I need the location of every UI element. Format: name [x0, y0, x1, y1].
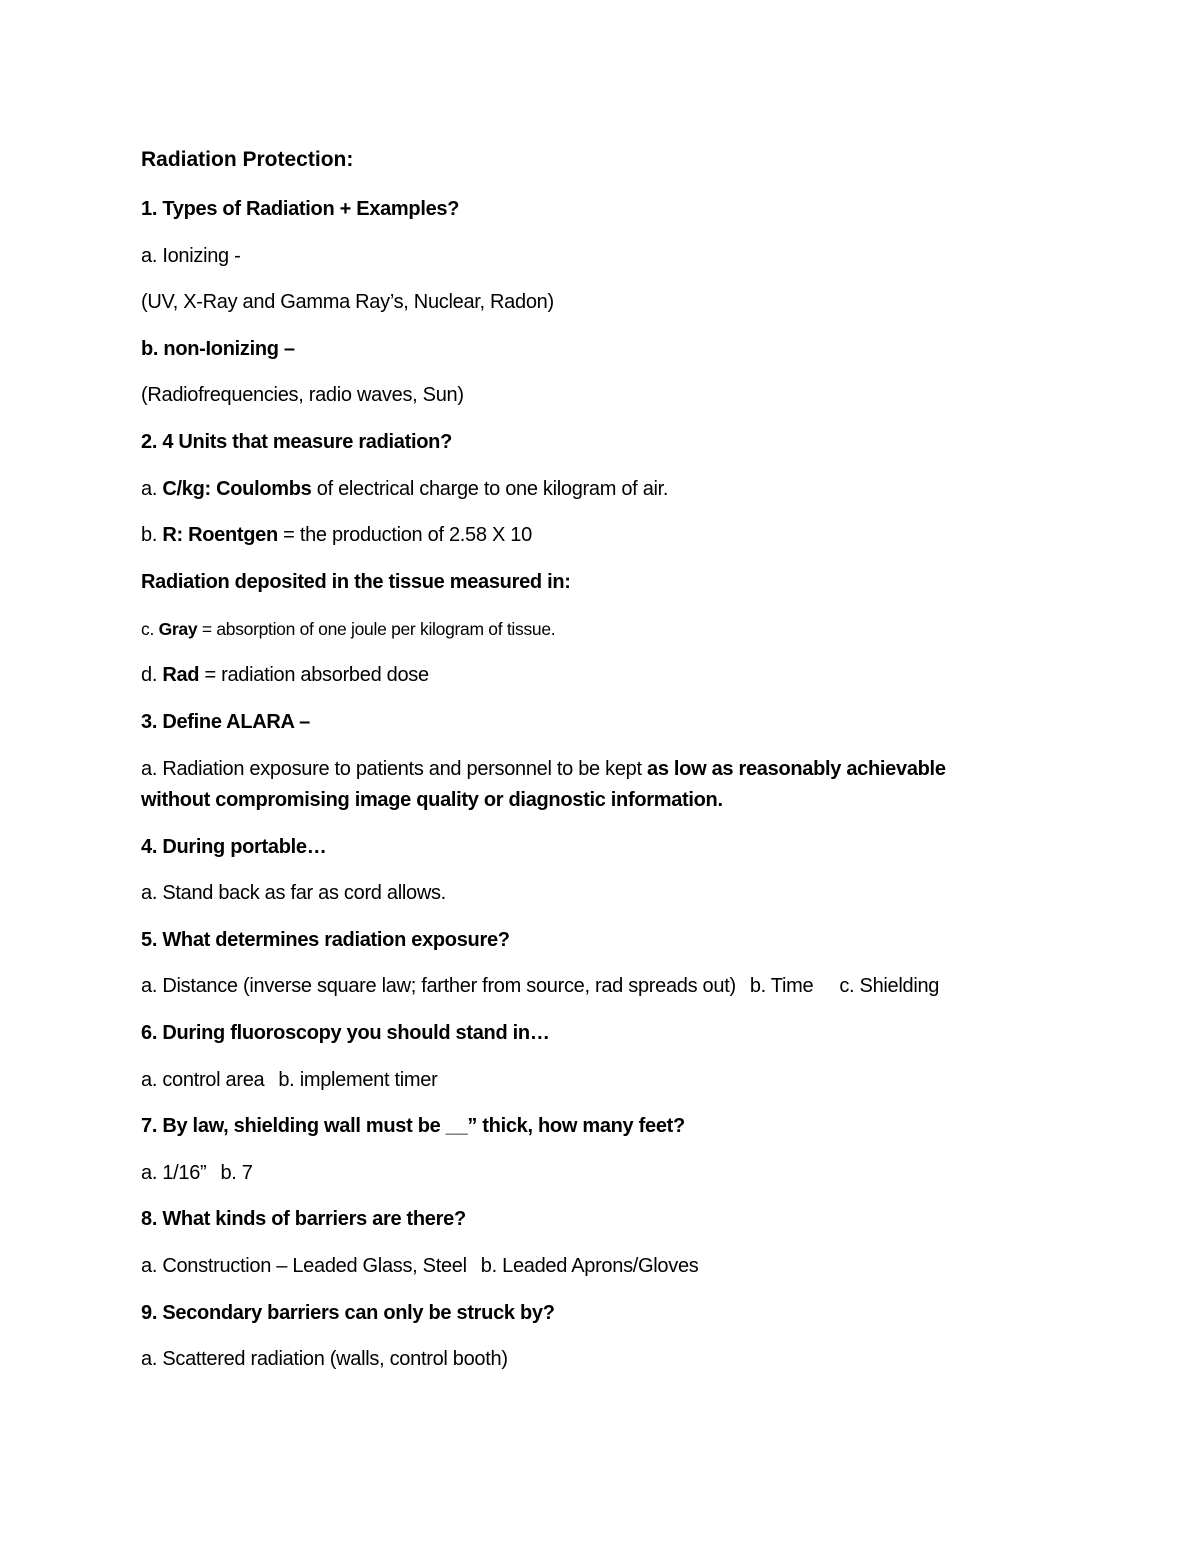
answer-2c-definition: = absorption of one joule per kilogram of tissue.	[197, 619, 556, 639]
answer-2b-prefix: b.	[141, 524, 163, 546]
question-3: 3. Define ALARA –	[141, 711, 311, 733]
question-7: 7. By law, shielding wall must be __” thick, how many feet?	[141, 1115, 685, 1137]
answer-2a-term: C/kg: Coulombs	[162, 478, 312, 500]
question-5: 5. What determines radiation exposure?	[141, 929, 510, 951]
answer-2a-prefix: a.	[141, 478, 163, 500]
page-title: Radiation Protection:	[141, 148, 354, 171]
answer-2b-term: R: Roentgen	[162, 524, 278, 546]
answer-6b: b. implement timer	[278, 1069, 438, 1091]
answer-9a: a. Scattered radiation (walls, control booth)	[141, 1348, 508, 1370]
answer-2d-definition: = radiation absorbed dose	[199, 664, 429, 686]
answer-2d	[141, 662, 429, 688]
question-6: 6. During fluoroscopy you should stand in…	[141, 1022, 550, 1044]
question-9: 9. Secondary barriers can only be struck by?	[141, 1302, 555, 1324]
answer-2a-definition: of electrical charge to one kilogram of air.	[311, 478, 669, 500]
answer-3a-line2: without compromising image quality or diagnostic information.	[141, 789, 723, 811]
answer-7a: a. 1/16”	[141, 1162, 207, 1184]
answer-8a: a. Construction – Leaded Glass, Steel	[141, 1255, 467, 1277]
answer-5a: a. Distance (inverse square law; farther from source, rad spreads out)	[141, 975, 736, 997]
answer-2c-prefix: c.	[141, 619, 159, 639]
question-8: 8. What kinds of barriers are there?	[141, 1208, 466, 1230]
question-1: 1. Types of Radiation + Examples?	[141, 198, 460, 220]
answer-3a-bold: as low as reasonably achievable	[647, 758, 946, 780]
answer-8	[141, 1253, 698, 1279]
answer-2a	[141, 476, 668, 502]
answer-1b-label: b. non-Ionizing –	[141, 338, 295, 360]
answer-1a-label: a. Ionizing -	[141, 245, 241, 267]
answer-3a-plain: a. Radiation exposure to patients and personnel to be kept	[141, 758, 647, 780]
answer-2b	[141, 522, 532, 548]
subheading-tissue: Radiation deposited in the tissue measured in:	[141, 571, 571, 593]
question-2: 2. 4 Units that measure radiation?	[141, 431, 452, 453]
answer-2c-term: Gray	[158, 619, 198, 639]
answer-8b: b. Leaded Aprons/Gloves	[480, 1255, 699, 1277]
answer-2c	[141, 616, 555, 642]
answer-6a: a. control area	[141, 1069, 265, 1091]
answer-7	[141, 1160, 253, 1186]
answer-1b-examples: (Radiofrequencies, radio waves, Sun)	[141, 384, 464, 406]
question-4: 4. During portable…	[141, 836, 327, 858]
answer-2d-prefix: d.	[141, 664, 163, 686]
answer-7b: b. 7	[220, 1162, 253, 1184]
answer-2b-definition: = the production of 2.58 X 10	[277, 524, 532, 546]
answer-6	[141, 1067, 437, 1093]
answer-3a-line1	[141, 756, 946, 782]
answer-5	[141, 973, 939, 999]
answer-4a: a. Stand back as far as cord allows.	[141, 882, 446, 904]
answer-5b: b. Time	[749, 975, 814, 997]
answer-1a-examples: (UV, X-Ray and Gamma Ray’s, Nuclear, Radon)	[141, 291, 554, 313]
answer-5c: c. Shielding	[839, 975, 940, 997]
answer-2d-term: Rad	[162, 664, 200, 686]
